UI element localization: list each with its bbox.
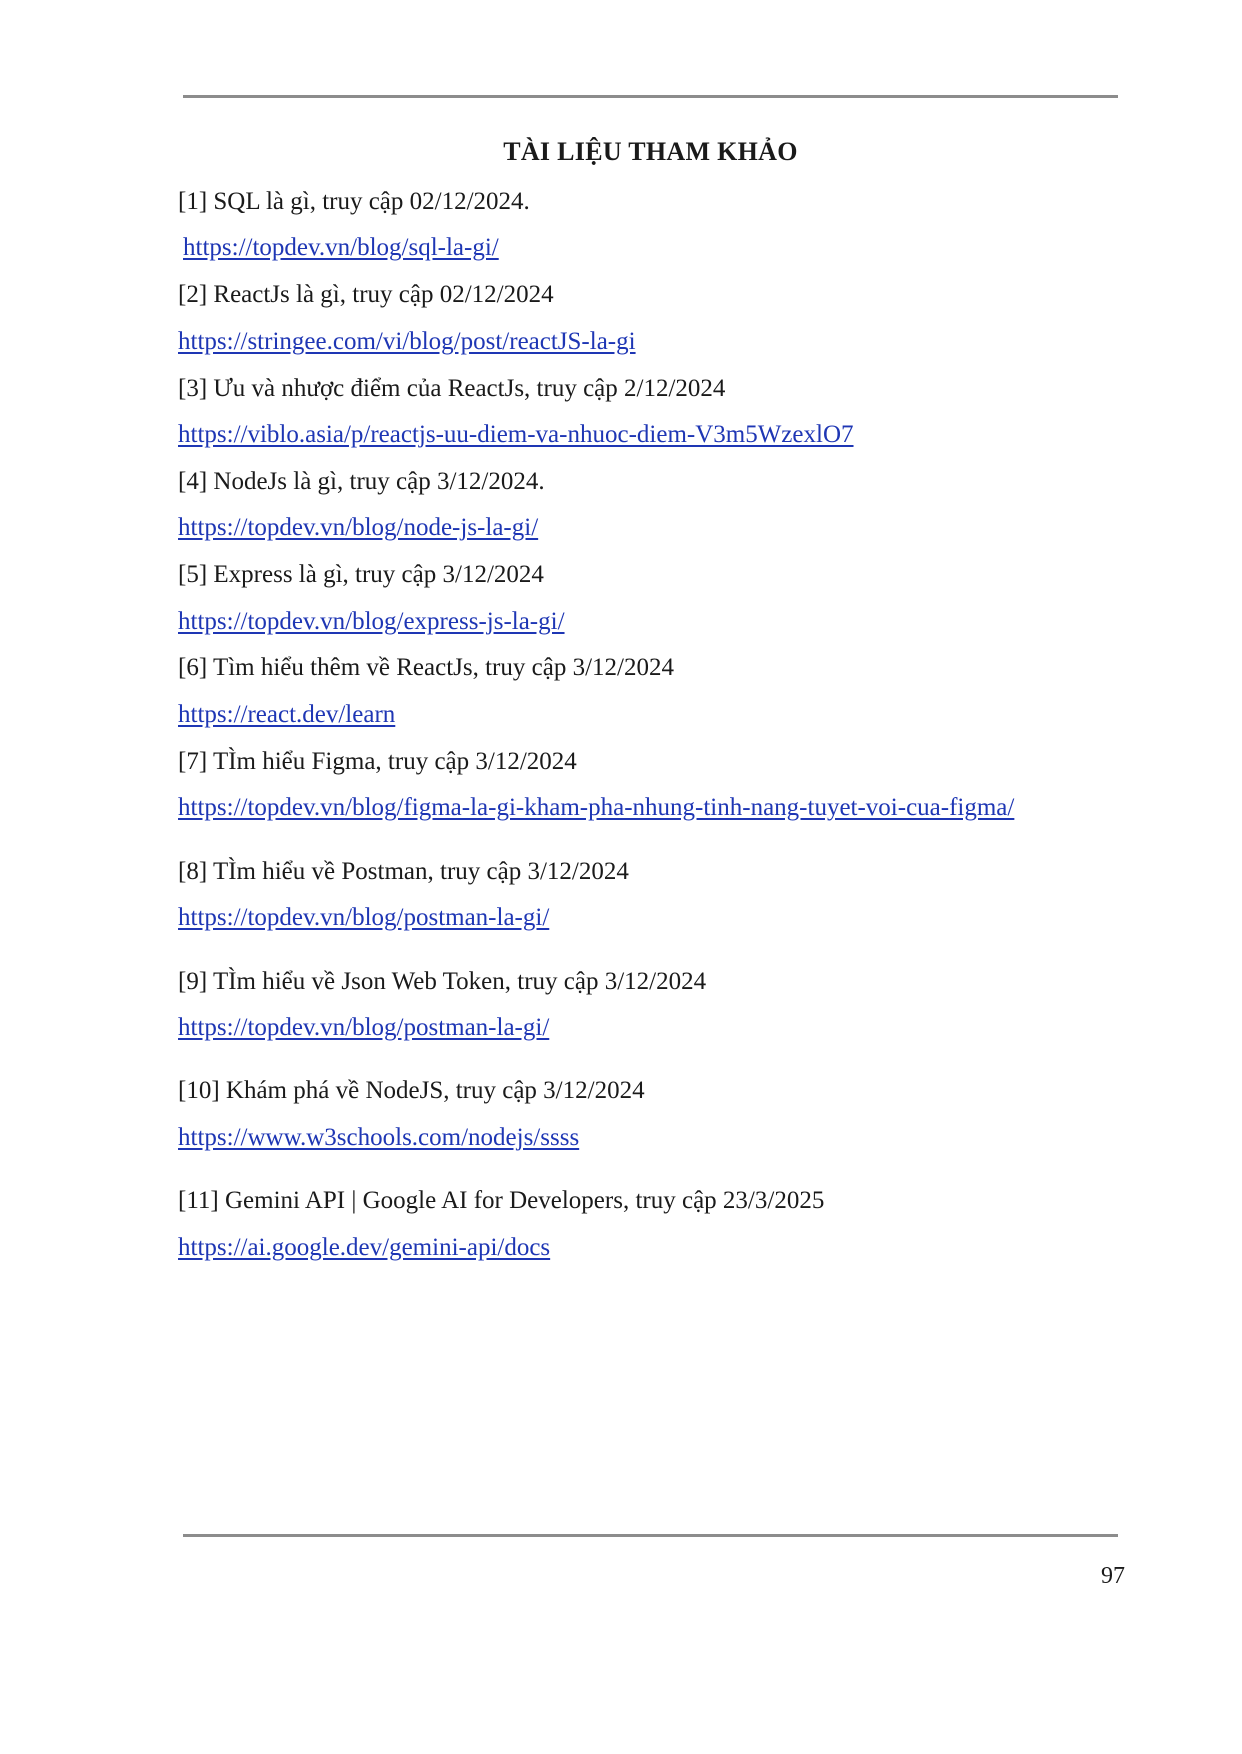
reference-3-link[interactable]: https://viblo.asia/p/reactjs-uu-diem-va-nhuoc-diem-V3m5WzexlO7 (178, 421, 854, 448)
reference-3-label: [3] Ưu và nhược điểm của ReactJs, truy cập 2/12/2024 (178, 375, 726, 402)
reference-9-label: [9] TÌm hiểu về Json Web Token, truy cập 3/12/2024 (178, 968, 707, 995)
reference-11-link[interactable]: https://ai.google.dev/gemini-api/docs (178, 1234, 551, 1261)
reference-1-link[interactable]: https://topdev.vn/blog/sql-la-gi/ (183, 234, 499, 261)
reference-2-link[interactable]: https://stringee.com/vi/blog/post/reactJS-la-gi (178, 328, 636, 355)
page-title: TÀI LIỆU THAM KHẢO (503, 137, 798, 166)
reference-6-label: [6] Tìm hiểu thêm về ReactJs, truy cập 3/12/2024 (178, 654, 674, 681)
reference-6-link[interactable]: https://react.dev/learn (178, 701, 396, 728)
reference-7-link[interactable]: https://topdev.vn/blog/figma-la-gi-kham-pha-nhung-tinh-nang-tuyet-voi-cua-figma/ (178, 794, 1015, 821)
reference-7-label: [7] TÌm hiểu Figma, truy cập 3/12/2024 (178, 748, 577, 775)
reference-10-label: [10] Khám phá về NodeJS, truy cập 3/12/2024 (178, 1077, 645, 1104)
reference-1-label: [1] SQL là gì, truy cập 02/12/2024. (178, 188, 530, 215)
reference-8-label: [8] TÌm hiểu về Postman, truy cập 3/12/2024 (178, 858, 629, 885)
reference-5-label: [5] Express là gì, truy cập 3/12/2024 (178, 561, 544, 588)
header-rule (183, 95, 1118, 98)
reference-11-label: [11] Gemini API | Google AI for Developers, truy cập 23/3/2025 (178, 1187, 825, 1214)
reference-10-link[interactable]: https://www.w3schools.com/nodejs/ssss (178, 1124, 580, 1151)
reference-5-link[interactable]: https://topdev.vn/blog/express-js-la-gi/ (178, 608, 565, 635)
page-number: 97 (1101, 1563, 1125, 1589)
footer-rule (183, 1534, 1118, 1537)
reference-9-link[interactable]: https://topdev.vn/blog/postman-la-gi/ (178, 1014, 550, 1041)
reference-8-link[interactable]: https://topdev.vn/blog/postman-la-gi/ (178, 904, 550, 931)
reference-4-link[interactable]: https://topdev.vn/blog/node-js-la-gi/ (178, 514, 539, 541)
reference-4-label: [4] NodeJs là gì, truy cập 3/12/2024. (178, 468, 545, 495)
reference-2-label: [2] ReactJs là gì, truy cập 02/12/2024 (178, 281, 554, 308)
